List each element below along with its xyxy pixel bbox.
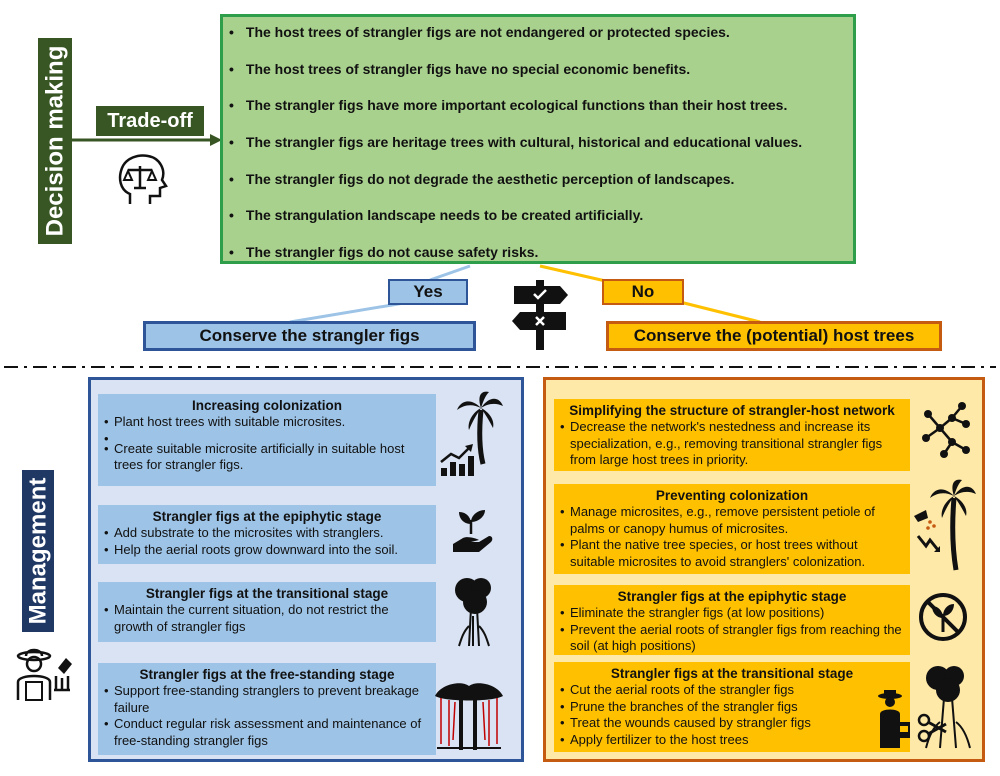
condition-item: • The strangler figs have more important ecological functions than their host trees.	[229, 94, 853, 131]
decision-making-label: Decision making	[38, 38, 72, 244]
hand-seedling-icon	[449, 510, 495, 556]
no-plant-icon	[918, 592, 968, 642]
condition-item: • The strangler figs do not cause safety risks.	[229, 241, 853, 278]
pruning-scissors-icon	[910, 662, 980, 752]
management-card	[554, 484, 910, 574]
management-card	[554, 662, 910, 752]
card-item: • Eliminate the strangler figs (at low positions)	[560, 605, 904, 622]
card-item: • Plant the native tree species, or host trees without suitable microsites to avoid stranglers' colonization.	[560, 537, 904, 570]
card-item: • Maintain the current situation, do not restrict the growth of strangler figs	[104, 602, 430, 635]
management-card	[98, 582, 436, 642]
no-label: No	[602, 279, 684, 305]
section-divider	[0, 364, 1000, 370]
card-item: • Add substrate to the microsites with stranglers.	[104, 525, 430, 542]
condition-item: • The strangler figs are heritage trees with cultural, historical and educational values.	[229, 131, 853, 168]
condition-item: • The host trees of strangler figs are not endangered or protected species.	[229, 21, 853, 58]
card-item: • Prune the branches of the strangler figs	[560, 699, 904, 716]
card-item: • Treat the wounds caused by strangler figs	[560, 715, 904, 732]
card-item: • Help the aerial roots grow downward into the soil.	[104, 542, 430, 559]
conserve-host-trees-panel	[543, 377, 985, 762]
strangler-tree-icon	[449, 576, 499, 648]
card-item: • Support free-standing stranglers to prevent breakage failure	[104, 683, 430, 716]
card-item: • Decrease the network's nestedness and increase its specialization, e.g., removing transitional strangler figs from large host trees in priority.	[560, 419, 904, 469]
spacer	[104, 431, 430, 441]
card-title: Preventing colonization	[655, 488, 809, 503]
card-title: Strangler figs at the transitional stage	[145, 586, 389, 601]
management-card	[554, 399, 910, 471]
signpost-icon	[506, 276, 574, 352]
card-item: • Prevent the aerial roots of strangler figs from reaching the soil (at high positions)	[560, 622, 904, 655]
palm-microsite-icon	[912, 476, 978, 572]
conserve-stranglers-panel	[88, 377, 524, 762]
outcome-conserve-strangler-figs: Conserve the strangler figs	[143, 321, 476, 351]
network-icon	[918, 398, 972, 460]
management-card	[554, 585, 910, 655]
card-title: Simplifying the structure of strangler-host network	[569, 403, 895, 418]
management-label: Management	[22, 470, 54, 632]
card-item: • Cut the aerial roots of the strangler figs	[560, 682, 904, 699]
outcome-conserve-host-trees: Conserve the (potential) host trees	[606, 321, 942, 351]
condition-item: • The strangler figs do not degrade the aesthetic perception of landscapes.	[229, 168, 853, 205]
management-card	[98, 663, 436, 755]
banyan-tree-icon	[431, 680, 507, 752]
card-title: Increasing colonization	[191, 398, 343, 413]
card-title: Strangler figs at the transitional stage	[610, 666, 854, 681]
yes-label: Yes	[388, 279, 468, 305]
growth-chart-icon	[439, 444, 475, 478]
card-title: Strangler figs at the epiphytic stage	[617, 589, 847, 604]
management-card	[98, 394, 436, 486]
tradeoff-label: Trade-off	[96, 106, 204, 136]
decision-connectors	[0, 0, 1000, 340]
condition-item: • The host trees of strangler figs have no special economic benefits.	[229, 58, 853, 95]
farmer-icon	[12, 646, 76, 702]
management-card	[98, 505, 436, 564]
card-item: • Create suitable microsite artificially in suitable host trees for strangler figs.	[104, 441, 430, 474]
card-item: • Manage microsites, e.g., remove persistent petiole of palms or canopy humus of microsites.	[560, 504, 904, 537]
farmer-pruning-icon	[876, 688, 910, 750]
card-item: • Apply fertilizer to the host trees	[560, 732, 904, 749]
card-title: Strangler figs at the epiphytic stage	[152, 509, 382, 524]
card-title: Strangler figs at the free-standing stage	[139, 667, 395, 682]
condition-item: • The strangulation landscape needs to be created artificially.	[229, 204, 853, 241]
card-item: • Plant host trees with suitable microsites.	[104, 414, 430, 431]
card-item: • Conduct regular risk assessment and maintenance of free-standing strangler figs	[104, 716, 430, 749]
